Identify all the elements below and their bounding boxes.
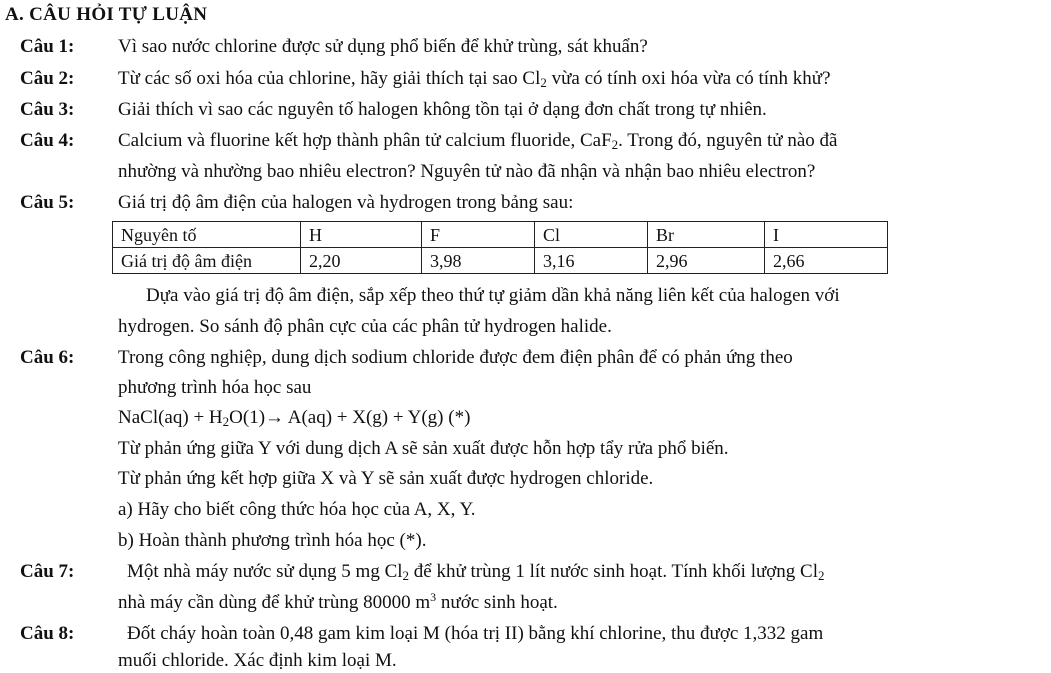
- question-4-subscript: 2: [611, 137, 619, 152]
- question-1: [20, 35, 648, 59]
- question-6: [20, 346, 793, 370]
- question-2: [20, 67, 831, 91]
- table-cell: Cl: [535, 222, 648, 248]
- question-6-text-1: Trong công nghiệp, dung dịch sodium chloride được đem điện phân để có phản ứng theo: [118, 347, 793, 368]
- question-5-label: Câu 5:: [20, 192, 75, 213]
- table-cell: 2,66: [765, 248, 888, 274]
- question-5-text: Giá trị độ âm điện của halogen và hydrogen trong bảng sau:: [118, 192, 574, 213]
- table-row: [113, 248, 888, 274]
- table-cell: 3,98: [422, 248, 535, 274]
- table-cell: 2,20: [301, 248, 422, 274]
- question-2-subscript: 2: [540, 75, 547, 90]
- table-cell: F: [422, 222, 535, 248]
- equation-part-b: O(1)→ A(aq) + X(g) + Y(g) (*): [229, 407, 471, 428]
- question-7-line-2-a: nhà máy cần dùng để khử trùng 80000 m: [118, 592, 431, 613]
- section-title: A. CÂU HỎI TỰ LUẬN: [5, 4, 208, 25]
- question-6-part-b: b) Hoàn thành phương trình hóa học (*).: [118, 530, 427, 551]
- question-3-text: Giải thích vì sao các nguyên tố halogen không tồn tại ở dạng đơn chất trong tự nhiên.: [118, 99, 767, 120]
- question-6-label: Câu 6:: [20, 347, 75, 368]
- question-4-text-a: Calcium và fluorine kết hợp thành phân tử calcium fluoride, CaF: [118, 130, 612, 151]
- question-6-line-4: Từ phản ứng kết hợp giữa X và Y sẽ sản xuất được hydrogen chloride.: [118, 468, 654, 489]
- question-7-superscript: 3: [430, 590, 437, 604]
- question-1-text: Vì sao nước chlorine được sử dụng phổ biến để khử trùng, sát khuẩn?: [118, 36, 648, 57]
- question-7-label: Câu 7:: [20, 561, 75, 582]
- question-7-text-b: để khử trùng 1 lít nước sinh hoạt. Tính khối lượng Cl: [409, 561, 819, 582]
- question-2-label: Câu 2:: [20, 68, 75, 89]
- question-5-after-2: hydrogen. So sánh độ phân cực của các phân tử hydrogen halide.: [118, 316, 612, 337]
- question-2-text-a: Từ các số oxi hóa của chlorine, hãy giải thích tại sao Cl: [118, 68, 541, 89]
- question-8: [20, 622, 823, 646]
- question-4: [20, 129, 837, 153]
- electronegativity-table: [112, 221, 888, 274]
- question-4-line-2: nhường và nhường bao nhiêu electron? Nguyên tử nào đã nhận và nhận bao nhiêu electron?: [118, 161, 816, 182]
- question-2-text-b: vừa có tính oxi hóa vừa có tính khử?: [546, 68, 831, 89]
- question-5-after-1: Dựa vào giá trị độ âm điện, sắp xếp theo thứ tự giảm dần khả năng liên kết của halogen với: [146, 285, 840, 306]
- question-7-line-2-b: nước sinh hoạt.: [436, 592, 558, 613]
- question-8-line-2: muối chloride. Xác định kim loại M.: [118, 650, 397, 671]
- question-4-text-b: . Trong đó, nguyên tử nào đã: [618, 130, 838, 151]
- question-7: [20, 560, 825, 584]
- table-cell: 3,16: [535, 248, 648, 274]
- table-cell: Br: [648, 222, 765, 248]
- question-4-label: Câu 4:: [20, 130, 75, 151]
- question-7-line-2: [118, 591, 558, 615]
- question-6-part-a: a) Hãy cho biết công thức hóa học của A, X, Y.: [118, 499, 476, 520]
- table-row: [113, 222, 888, 248]
- question-1-label: Câu 1:: [20, 36, 75, 57]
- question-6-text-2: phương trình hóa học sau: [118, 377, 312, 398]
- question-3: [20, 98, 767, 122]
- question-7-text-a: Một nhà máy nước sử dụng 5 mg Cl: [127, 561, 403, 582]
- question-8-label: Câu 8:: [20, 623, 75, 644]
- table-cell: Giá trị độ âm điện: [113, 248, 301, 274]
- table-cell: Nguyên tố: [113, 222, 301, 248]
- question-5: [20, 191, 573, 215]
- table-cell: H: [301, 222, 422, 248]
- question-3-label: Câu 3:: [20, 99, 75, 120]
- question-7-subscript-2: 2: [818, 568, 825, 583]
- question-7-subscript-1: 2: [402, 568, 410, 583]
- equation-part-a: NaCl(aq) + H: [118, 407, 223, 428]
- table-cell: 2,96: [648, 248, 765, 274]
- equation-subscript: 2: [222, 414, 230, 429]
- table-cell: I: [765, 222, 888, 248]
- question-6-line-3: Từ phản ứng giữa Y với dung dịch A sẽ sản xuất được hỗn hợp tẩy rửa phổ biến.: [118, 438, 729, 459]
- question-6-equation: [118, 406, 470, 430]
- question-8-text: Đốt cháy hoàn toàn 0,48 gam kim loại M (hóa trị II) bằng khí chlorine, thu được 1,332 gam: [127, 623, 824, 644]
